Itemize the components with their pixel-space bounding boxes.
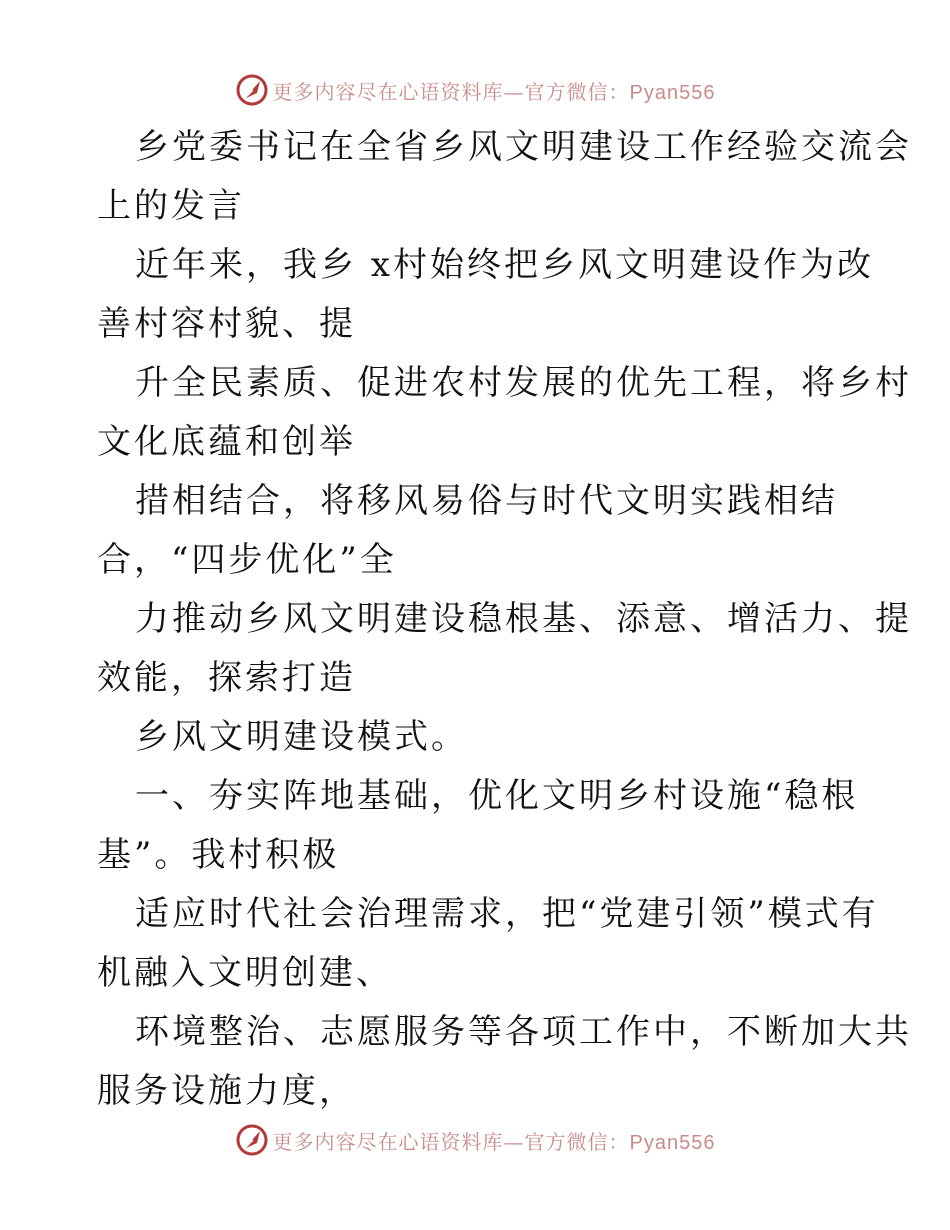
text-line: 乡风文明建设模式。: [135, 717, 468, 757]
document-body: [97, 118, 912, 1121]
quill-logo-icon: [235, 1123, 269, 1157]
text-line: 上的发言: [97, 186, 245, 226]
text-line: 效能，探索打造: [97, 658, 356, 698]
text-line: 服务设施力度，: [97, 1071, 356, 1111]
text-line: 升全民素质、促进农村发展的优先工程，将乡村: [135, 363, 912, 403]
quill-logo-icon: [235, 73, 269, 107]
text-line: 环境整治、志愿服务等各项工作中，不断加大共: [135, 1012, 912, 1052]
text-line: 机融入文明创建、: [97, 953, 393, 993]
watermark-text: 更多内容尽在心语资料库—官方微信：Pyan556: [272, 1129, 716, 1154]
text-line: 力推动乡风文明建设稳根基、添意、增活力、提: [135, 599, 912, 639]
text-line: 基”。我村积极: [97, 835, 340, 875]
text-line: 乡党委书记在全省乡风文明建设工作经验交流会: [135, 127, 912, 167]
header-watermark: [0, 70, 950, 110]
footer-watermark: [0, 1120, 950, 1160]
text-line: 善村容村貌、提: [97, 304, 356, 344]
text-line: 措相结合，将移风易俗与时代文明实践相结: [135, 481, 838, 521]
text-line: 合，“四步优化”全: [97, 540, 397, 580]
text-line: 文化底蕴和创举: [97, 422, 356, 462]
text-line: 一、夯实阵地基础，优化文明乡村设施“稳根: [135, 776, 859, 816]
text-line: 适应时代社会治理需求，把“党建引领”模式有: [135, 894, 879, 934]
watermark-text: 更多内容尽在心语资料库—官方微信：Pyan556: [272, 79, 716, 104]
text-line: 近年来，我乡 x村始终把乡风文明建设作为改: [135, 245, 874, 285]
